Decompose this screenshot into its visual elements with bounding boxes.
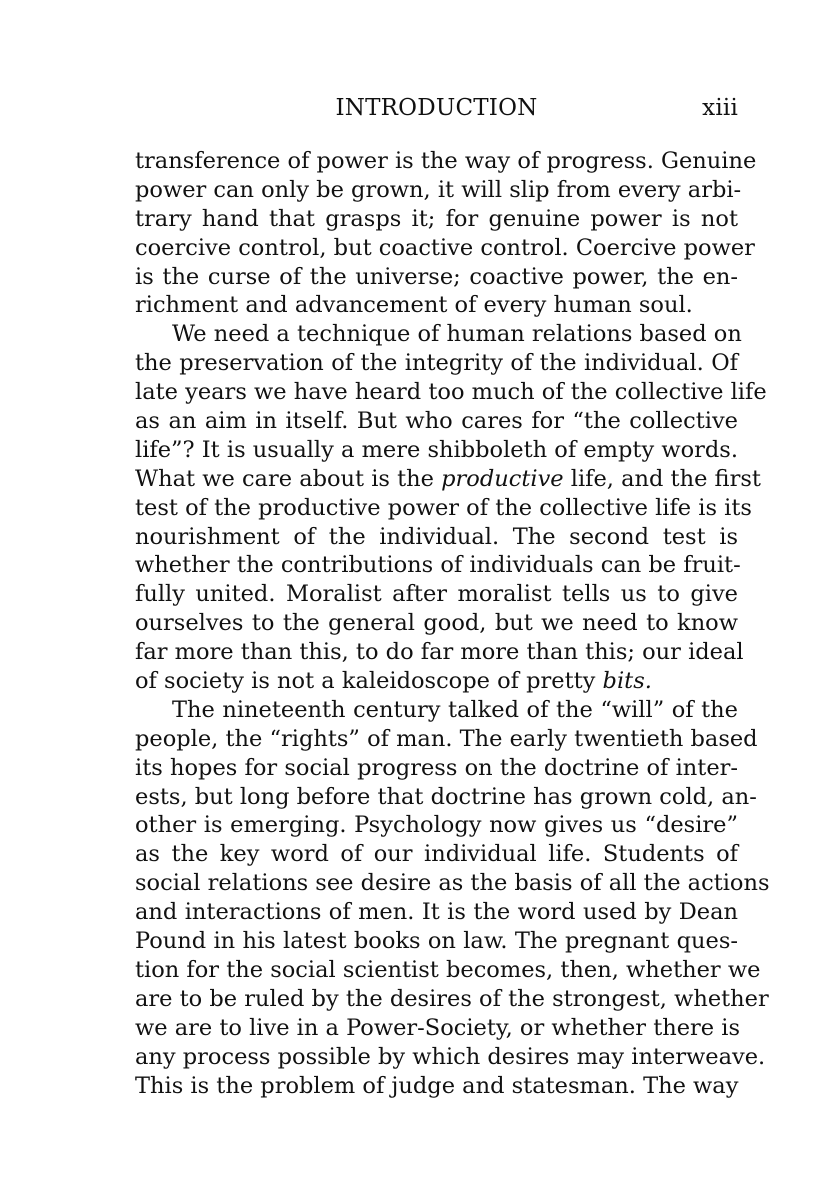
text-line bbox=[135, 783, 757, 812]
text-line bbox=[135, 176, 742, 205]
text-line bbox=[135, 927, 738, 956]
text-line bbox=[135, 725, 758, 754]
italic-text: productive bbox=[441, 465, 564, 492]
text-line bbox=[135, 523, 738, 552]
text-line bbox=[135, 407, 738, 436]
text-line bbox=[135, 609, 738, 638]
text-run: we are to live in a Power-Society, or whether there is bbox=[135, 1014, 741, 1041]
text-run: whether the contributions of individuals can be fruit- bbox=[135, 552, 741, 579]
text-run: trary hand that grasps it; for genuine power is not bbox=[135, 205, 738, 232]
text-run: The nineteenth century talked of the “will” of the bbox=[172, 696, 738, 723]
text-run: and interactions of men. It is the word used by Dean bbox=[135, 899, 738, 926]
text-run: as an aim in itself. But who cares for “the collective bbox=[135, 408, 738, 435]
text-run: ourselves to the general good, but we need to know bbox=[135, 610, 738, 637]
text-line bbox=[135, 956, 761, 985]
body-text bbox=[135, 147, 770, 1100]
text-run: any process possible by which desires may interweave. bbox=[135, 1043, 766, 1070]
text-run: nourishment of the individual. The second test is bbox=[135, 523, 738, 550]
text-run: test of the productive power of the collective life is its bbox=[135, 494, 752, 521]
text-line bbox=[135, 985, 769, 1014]
text-run: other is emerging. Psychology now gives us “desire” bbox=[135, 812, 738, 839]
text-run: the preservation of the integrity of the individual. Of bbox=[135, 350, 738, 377]
text-line bbox=[135, 754, 738, 783]
text-run: tion for the social scientist becomes, then, whether we bbox=[135, 956, 761, 983]
text-run: far more than this, to do far more than this; our ideal bbox=[135, 639, 744, 666]
running-head bbox=[135, 93, 738, 123]
text-line bbox=[135, 551, 741, 580]
text-line bbox=[135, 378, 767, 407]
text-run: This is the problem of judge and statesman. The way bbox=[135, 1072, 739, 1099]
text-run: power can only be grown, it will slip from every arbi- bbox=[135, 176, 742, 203]
text-line bbox=[135, 840, 738, 869]
text-line bbox=[135, 320, 742, 349]
text-line bbox=[135, 147, 757, 176]
text-line bbox=[135, 1072, 738, 1101]
text-run: life, and the first bbox=[563, 465, 761, 492]
page-number: xiii bbox=[702, 95, 738, 121]
text-line bbox=[135, 1043, 766, 1072]
text-line bbox=[135, 667, 738, 696]
text-line bbox=[135, 465, 761, 494]
text-run: as the key word of our individual life. Students of bbox=[135, 841, 738, 868]
text-line bbox=[135, 263, 738, 292]
text-run: transference of power is the way of progress. Genuine bbox=[135, 148, 757, 174]
text-run: its hopes for social progress on the doctrine of inter- bbox=[135, 754, 738, 781]
text-run: coercive control, but coactive control. Coercive power bbox=[135, 234, 755, 261]
text-line bbox=[135, 349, 738, 378]
text-line bbox=[135, 1014, 741, 1043]
text-run: Pound in his latest books on law. The pregnant ques- bbox=[135, 928, 738, 955]
text-line bbox=[135, 436, 738, 465]
text-line bbox=[135, 696, 738, 725]
italic-text: bits. bbox=[602, 668, 652, 695]
text-run: life”? It is usually a mere shibboleth of empty words. bbox=[135, 436, 738, 463]
text-line bbox=[135, 811, 738, 840]
text-run: fully united. Moralist after moralist tells us to give bbox=[135, 581, 738, 608]
text-line bbox=[135, 494, 752, 523]
text-run: richment and advancement of every human soul. bbox=[135, 292, 693, 319]
text-run: We need a technique of human relations based on bbox=[172, 321, 742, 348]
text-line bbox=[135, 869, 770, 898]
running-title: INTRODUCTION bbox=[335, 95, 538, 121]
text-run: are to be ruled by the desires of the strongest, whether bbox=[135, 985, 769, 1012]
text-line bbox=[135, 205, 738, 234]
text-run: of society is not a kaleidoscope of pretty bbox=[135, 668, 603, 695]
text-run: ests, but long before that doctrine has grown cold, an- bbox=[135, 783, 757, 810]
text-run: is the curse of the universe; coactive power, the en- bbox=[135, 263, 738, 290]
text-line bbox=[135, 291, 738, 320]
text-line bbox=[135, 638, 744, 667]
text-line bbox=[135, 580, 738, 609]
text-run: What we care about is the bbox=[135, 465, 442, 492]
text-run: social relations see desire as the basis of all the actions bbox=[135, 870, 770, 897]
text-line bbox=[135, 898, 738, 927]
text-line bbox=[135, 234, 755, 263]
text-run: people, the “rights” of man. The early twentieth based bbox=[135, 725, 758, 752]
text-run: late years we have heard too much of the collective life bbox=[135, 379, 767, 406]
